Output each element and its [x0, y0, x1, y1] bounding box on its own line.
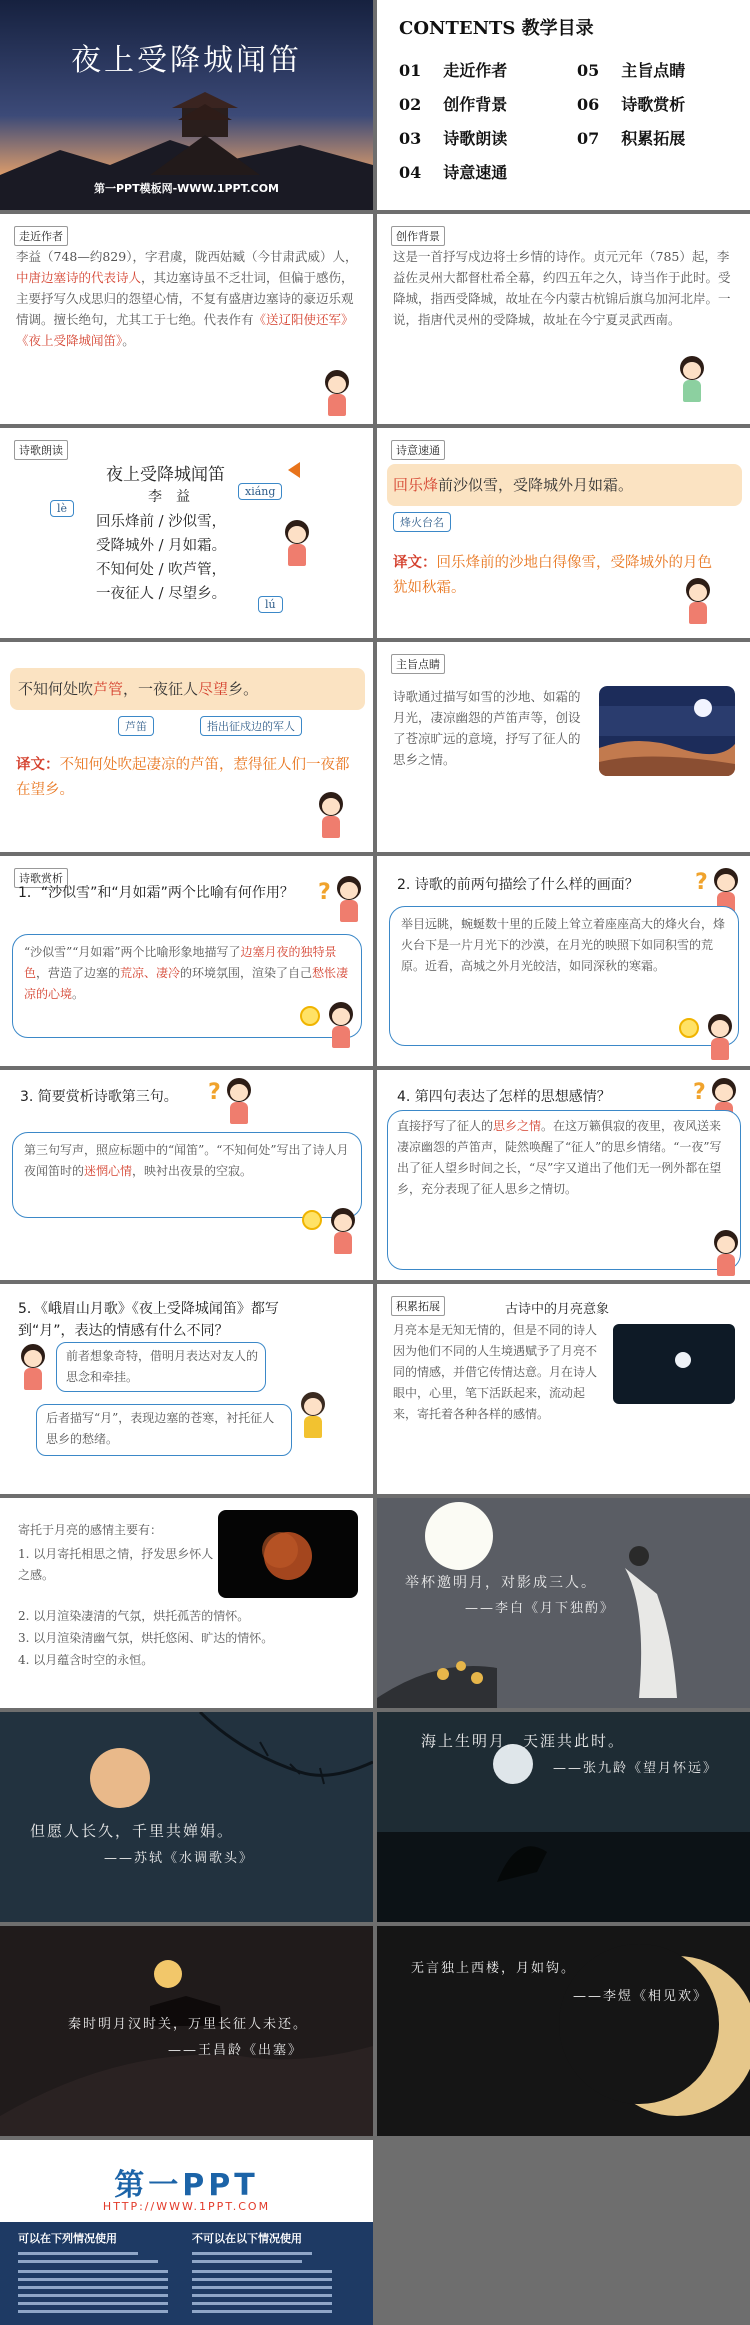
- author-highlight: 中唐边塞诗的代表诗人: [16, 270, 142, 285]
- girl-illustration: [705, 1014, 735, 1062]
- poem-line: 回乐烽前 / 沙似雪，: [96, 514, 227, 530]
- contents-item-label: 诗歌朗读: [443, 129, 508, 148]
- girl-illustration: [328, 1208, 358, 1256]
- cover-slide: [0, 0, 373, 210]
- author-works: 《送辽阳使还军》《夜上受降城闻笛》: [16, 312, 354, 348]
- question-title: 5．《峨眉山月歌》《夜上受降城闻笛》都写到“月”，表达的情感有什么不同？: [18, 1301, 279, 1339]
- girl-illustration: [683, 578, 713, 626]
- annotation-note: 指出征戍边的军人: [200, 716, 302, 736]
- contents-heading: CONTENTS 教学目录: [399, 18, 594, 39]
- section-tag: 积累拓展: [391, 1296, 445, 1316]
- annotation-note: 芦笛: [118, 716, 154, 736]
- poem-slide-libai: [377, 1498, 750, 1708]
- blood-moon-photo: [218, 1510, 358, 1598]
- girl-illustration: [677, 356, 707, 404]
- q1-slide: [0, 856, 373, 1066]
- meaning-slide: [377, 428, 750, 638]
- contents-item-label: 走近作者: [443, 61, 508, 80]
- author-text: [16, 246, 362, 351]
- question-mark-icon: ?: [208, 1080, 221, 1105]
- answer-text: 前者想象奇特，借明月表达对友人的思念和牵挂。: [66, 1349, 259, 1384]
- feelings-item: 4. 以月蕴含时空的永恒。: [18, 1653, 154, 1667]
- answer-text: [397, 1116, 729, 1200]
- poem-line: 不知何处 / 吹芦管，: [96, 562, 227, 578]
- answer-highlight: 荒凉、凄冷: [120, 966, 181, 980]
- contents-item-label: 诗歌赏析: [621, 95, 686, 114]
- translation-text: 不知何处吹起凄凉的芦笛，惹得征人们一夜都在望乡。: [16, 757, 350, 798]
- contents-item-label: 创作背景: [443, 95, 508, 114]
- annotation-note: 烽火台名: [393, 512, 451, 532]
- moon-feelings-slide: [0, 1498, 373, 1708]
- translation: [393, 550, 713, 601]
- poem-slide-sushi: [0, 1712, 373, 1922]
- poem-line: 受降城外 / 月如霜。: [96, 538, 227, 554]
- contents-item[interactable]: [399, 160, 507, 183]
- theme-slide: [377, 642, 750, 852]
- answer-part: ，营造了边塞的: [36, 966, 121, 980]
- desert-night-image: [599, 686, 735, 776]
- footer-fine-print: [0, 2246, 373, 2325]
- contents-item-number: 06: [577, 95, 600, 114]
- cover-credit: 第一PPT模板网-WWW.1PPT.COM: [93, 182, 280, 195]
- question-mark-icon: ?: [695, 870, 708, 895]
- section-tag: 诗意速通: [391, 440, 445, 460]
- contents-item[interactable]: [399, 126, 507, 149]
- footer-allowed-title: 可以在下列情况使用: [18, 2232, 117, 2245]
- poem-couplet: [393, 474, 633, 495]
- author-text-part: ，其边塞诗虽不乏壮词，但偏于感伤，主要抒写久戍思归的怨望心情，不复有盛唐边塞诗的豪迈乐观情调。擅长绝句，尤其工于七绝。代表作有: [16, 270, 354, 327]
- couplet-text: ，一夜征人: [123, 680, 199, 698]
- poem-author: 李 益: [148, 489, 190, 505]
- feelings-heading: 寄托于月亮的感情主要有：: [18, 1523, 163, 1537]
- girl-illustration: [334, 876, 360, 920]
- contents-item-number: 03: [399, 129, 422, 148]
- answer-part: 直接抒写了征人的: [397, 1119, 494, 1133]
- lightbulb-icon: [300, 1006, 320, 1026]
- answer-text: [24, 942, 350, 1005]
- footer-slide: [0, 2140, 373, 2325]
- contents-item[interactable]: [577, 92, 685, 115]
- poem-line: 一夜征人 / 尽望乡。: [96, 586, 227, 602]
- poem-quote: 举杯邀明月，对影成三人。: [405, 1575, 597, 1591]
- girl-illustration: [711, 1230, 741, 1278]
- poem-source: ——王昌龄《出塞》: [168, 2043, 304, 2058]
- answer-part: 。在这万籁俱寂的夜里，夜风送来凄凉幽怨的芦笛声，陡然唤醒了“征人”的思乡情绪。“一夜”写出了征人望乡时间之长，“尽”字又道出了他们无一例外都在望乡，充分表现了征人思乡之情切。: [397, 1119, 722, 1196]
- girl-illustration: [282, 520, 318, 576]
- answer-highlight: 迷惘心情: [84, 1164, 133, 1178]
- answer-highlight: 边塞月夜的独特景色: [24, 945, 337, 980]
- footer-terms: [0, 2222, 373, 2325]
- answer-part: 第三句写声，照应标题中的“闻笛”。“不知何处”写出了诗人月夜闻笛时的: [24, 1143, 349, 1178]
- moon-title: 古诗中的月亮意象: [505, 1302, 610, 1317]
- moon-text: 月亮本是无知无情的，但是不同的诗人因为他们不同的人生境遇赋予了月亮不同的情感，并借它传情达意。月在诗人眼中，心里，笔下活跃起来，流动起来，寄托着各种各样的感情。: [393, 1323, 598, 1421]
- contents-item[interactable]: [577, 126, 685, 149]
- contents-item-label: 积累拓展: [621, 129, 686, 148]
- background-text: 这是一首抒写戍边将士乡情的诗作。贞元元年（785）起，李益佐灵州大都督杜希全幕，约四五年之久，诗当作于此时。受降城，指西受降城，故址在今内蒙古杭锦后旗乌加河北岸。一说，指唐代灵州的受降城，故址在今宁夏灵武西南。: [393, 249, 731, 327]
- highlighted-word: 尽望: [198, 680, 229, 698]
- speaker-icon[interactable]: [288, 462, 300, 478]
- moon-branch-illustration: [0, 1712, 373, 1922]
- cover-title: 夜上受降城闻笛: [71, 43, 302, 78]
- moon-photo: [613, 1324, 735, 1404]
- section-tag: 走近作者: [14, 226, 68, 246]
- contents-slide: [377, 0, 750, 210]
- question-mark-icon: ?: [693, 1080, 706, 1105]
- poem-slide-wangchangling: [0, 1926, 373, 2136]
- poem-slide-zhangjiuling: [377, 1712, 750, 1922]
- footer-logo: 第一PPT: [114, 2168, 259, 2203]
- poem-couplet: [18, 678, 258, 699]
- answer-text: [24, 1140, 350, 1182]
- translation: [16, 752, 356, 803]
- contents-item-number: 07: [577, 129, 600, 148]
- couplet-text: 乡。: [228, 680, 259, 698]
- section-tag: 诗歌赏析: [14, 868, 68, 888]
- footer-forbidden-title: 不可以在以下情况使用: [192, 2232, 302, 2245]
- theme-text: 诗歌通过描写如雪的沙地、如霜的月光，凄凉幽怨的芦笛声等，创设了苍凉旷远的意境，抒写了征人的思乡之情。: [393, 689, 581, 767]
- answer-part: ，映衬出夜景的空寂。: [132, 1164, 253, 1178]
- poem-source: ——李煜《相见欢》: [573, 1989, 709, 2004]
- girl-illustration: [322, 370, 352, 418]
- feelings-item: 2. 以月渲染凄清的气氛，烘托孤苦的情怀。: [18, 1609, 250, 1623]
- poem-source: ——苏轼《水调歌头》: [104, 1851, 255, 1866]
- pinyin-lu: lú: [258, 596, 283, 613]
- boy-illustration: [298, 1392, 332, 1444]
- reading-slide: [0, 428, 373, 638]
- author-text-part: 李益（748—约829），字君虞，陇西姑臧（今甘肃武威）人，: [16, 249, 358, 264]
- meaning2-slide: [0, 642, 373, 852]
- q3-slide: [0, 1070, 373, 1280]
- answer-highlight: 思乡之情: [493, 1119, 542, 1133]
- contents-item-number: 01: [399, 61, 422, 80]
- question-title: 2. 诗歌的前两句描绘了什么样的画面？: [397, 877, 639, 893]
- contents-item[interactable]: [399, 92, 507, 115]
- pinyin-le: lè: [50, 500, 74, 517]
- poem-quote: 无言独上西楼，月如钩。: [411, 1961, 577, 1976]
- answer-part: 的环境氛围，渲染了自己: [180, 966, 313, 980]
- contents-item-number: 04: [399, 163, 422, 182]
- pinyin-xiang: xiáng: [238, 483, 282, 500]
- question-title: 4. 第四句表达了怎样的思想感情？: [397, 1089, 611, 1105]
- question-title: 3. 简要赏析诗歌第三句。: [20, 1089, 178, 1105]
- answer-text: 后者描写“月”，表现边塞的苍寒，衬托征人思乡的愁绪。: [46, 1411, 275, 1446]
- answer-part: “沙似雪”“月如霜”两个比喻形象地描写了: [24, 945, 241, 959]
- section-tag: 创作背景: [391, 226, 445, 246]
- section-tag: 主旨点睛: [391, 654, 445, 674]
- girl-illustration: [316, 792, 346, 840]
- lightbulb-icon: [302, 1210, 322, 1230]
- contents-item[interactable]: [577, 58, 685, 81]
- lightbulb-icon: [679, 1018, 699, 1038]
- section-tag: 诗歌朗读: [14, 440, 68, 460]
- contents-item-number: 02: [399, 95, 422, 114]
- poem-quote: 海上生明月，天涯共此时。: [421, 1732, 626, 1750]
- contents-item-label: 主旨点睛: [621, 61, 686, 80]
- cover-background: [0, 0, 373, 210]
- q2-slide: [377, 856, 750, 1066]
- girl-illustration: [224, 1078, 250, 1122]
- girl-illustration: [18, 1344, 48, 1392]
- highlighted-place-name: 回乐烽: [393, 476, 439, 494]
- girl-illustration: [326, 1002, 356, 1050]
- q5-slide: [0, 1284, 373, 1494]
- answer-text: 举目远眺，蜿蜒数十里的丘陵上耸立着座座高大的烽火台，烽火台下是一片月光下的沙漠，在月光的映照下如同积雪的荒原。近看，高城之外月光皎洁，如同深秋的寒霜。: [401, 917, 726, 973]
- contents-item-label: 诗意速通: [443, 163, 508, 182]
- feelings-item: 1. 以月寄托相思之情，抒发思乡怀人之感。: [18, 1547, 214, 1582]
- poem-quote: 秦时明月汉时关，万里长征人未还。: [68, 2017, 309, 2032]
- poem-slide-liyu: [377, 1926, 750, 2136]
- answer-part: 。: [72, 987, 85, 1001]
- translation-label: 译文：: [16, 756, 60, 773]
- question-mark-icon: ?: [318, 880, 331, 905]
- couplet-text: 不知何处吹: [18, 680, 94, 698]
- poem-lines: [96, 510, 226, 606]
- q4-slide: [377, 1070, 750, 1280]
- author-slide: [0, 214, 373, 424]
- contents-item[interactable]: [399, 58, 507, 81]
- couplet-text: 前沙似雪，受降城外月如霜。: [438, 476, 634, 494]
- feelings-item: 3. 以月渲染清幽气氛，烘托悠闲、旷达的情怀。: [18, 1631, 274, 1645]
- highlighted-word: 芦管: [93, 680, 124, 698]
- question-title: 1．“沙似雪”和“月如霜”两个比喻有何作用？: [18, 885, 294, 901]
- moon-imagery-slide: [377, 1284, 750, 1494]
- poem-quote: 但愿人长久，千里共婵娟。: [30, 1822, 235, 1840]
- poem-title: 夜上受降城闻笛: [106, 465, 225, 485]
- footer-url: HTTP://WWW.1PPT.COM: [102, 2200, 271, 2213]
- translation-text: 回乐烽前的沙地白得像雪，受降城外的月色犹如秋霜。: [393, 555, 712, 596]
- answer-highlight: 愁怅凄凉的心境: [24, 966, 349, 1001]
- author-text-part: 。: [122, 333, 135, 348]
- poem-source: ——李白《月下独酌》: [465, 1601, 616, 1616]
- poem-source: ——张九龄《望月怀远》: [553, 1761, 719, 1776]
- contents-item-number: 05: [577, 61, 600, 80]
- background-slide: [377, 214, 750, 424]
- translation-label: 译文：: [393, 554, 437, 571]
